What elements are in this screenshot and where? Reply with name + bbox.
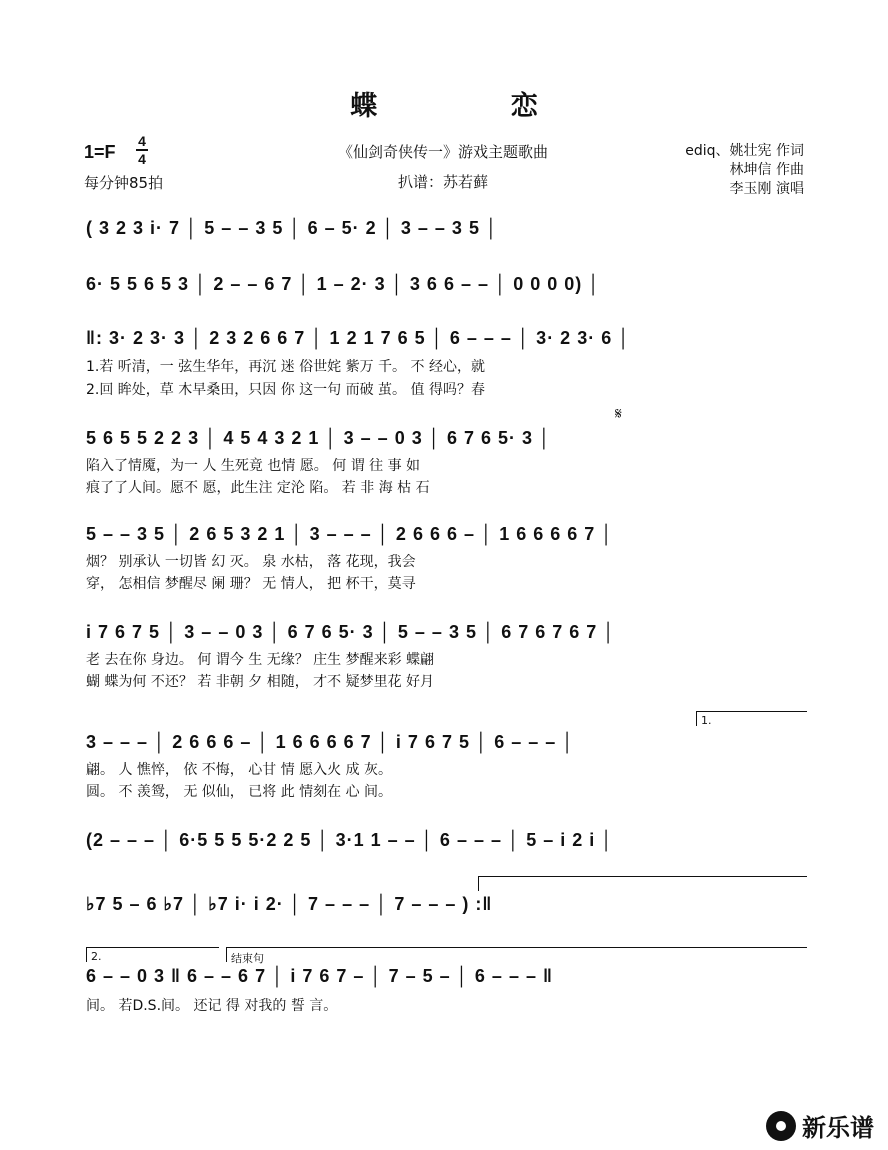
- singer-credit: 李玉刚 演唱: [729, 181, 804, 197]
- notes-line: i 7 6 7 5 │ 3 – – 0 3 │ 6 7 6 5· 3 │ 5 – – 3 5 │ 6 7 6 7 6 7 │: [86, 622, 616, 642]
- notes-line: 3 – – – │ 2 6 6 6 – │ 1 6 6 6 6 7 │ i 7 6 7 5 │ 6 – – – │: [86, 732, 575, 752]
- composer-credit: 林坤信 作曲: [729, 162, 804, 178]
- lyric-verse-1: 陷入了情魇，为一 人 生死竟 也情 愿。 何 谓 往 事 如: [86, 458, 421, 474]
- first-ending-label: 1.: [701, 714, 712, 727]
- notes-line: 5 – – 3 5 │ 2 6 5 3 2 1 │ 3 – – – │ 2 6 6 6 – │ 1 6 6 6 6 7 │: [86, 524, 614, 544]
- lyric-verse-1: 间。 若D.S.间。 还记 得 对我的 誓 言。: [86, 998, 338, 1014]
- notes-line: ( 3 2 3 i· 7 │ 5 – – 3 5 │ 6 – 5· 2 │ 3 – – 3 5 │: [86, 218, 499, 238]
- lyric-verse-2: 蝴 蝶为何 不还？ 若 非朝 夕 相随， 才不 疑梦里花 好月: [86, 674, 435, 690]
- key-signature: 1=F: [84, 142, 116, 162]
- second-ending-label: 2.: [91, 950, 102, 963]
- segno-sign: 𝄋: [615, 404, 622, 423]
- lyric-verse-2: 2.回 眸处，草 木早桑田，只因 你 这一句 而破 茧。 值 得吗？春: [86, 382, 485, 398]
- site-logo[interactable]: [766, 1108, 874, 1143]
- lyric-verse-1: 翩。 人 憔悴， 依 不悔， 心甘 情 愿入火 成 灰。: [86, 762, 393, 778]
- subtitle: 《仙剑奇侠传一》游戏主题歌曲: [338, 143, 549, 161]
- lyric-verse-2: 穿， 怎相信 梦醒尽 阑 珊？ 无 情人， 把 杯干，莫寻: [86, 576, 416, 592]
- lyric-verse-2: 痕了了人间。愿不 愿，此生注 定沦 陷。 若 非 海 枯 石: [86, 480, 430, 496]
- site-logo-text: 新乐谱: [802, 1114, 874, 1142]
- first-ending-bracket: [696, 711, 807, 726]
- notes-line: 6 – – 0 3 ‖ 6 – – 6 7 │ i 7 6 7 – │ 7 – 5 – │ 6 – – – ‖: [86, 966, 553, 986]
- time-signature-bottom: 4: [138, 151, 146, 167]
- time-signature-top: 4: [138, 133, 146, 149]
- repeat-ending-bracket: [478, 876, 807, 891]
- coda-ending-label: 结束句: [231, 952, 264, 965]
- arranger: 扒谱：苏若藓: [398, 173, 489, 191]
- lyric-verse-1: 烟？ 别承认 一切皆 幻 灭。 泉 水枯， 落 花现，我会: [86, 554, 416, 570]
- coda-ending-bracket: [226, 947, 807, 965]
- notes-line: ♭7 5 – 6 ♭7 │ ♭7 i· i 2· │ 7 – – – │ 7 – – – ) :‖: [86, 894, 493, 914]
- notes-line: 5 6 5 5 2 2 3 │ 4 5 4 3 2 1 │ 3 – – 0 3 │ 6 7 6 5· 3 │: [86, 428, 552, 448]
- lyric-verse-2: 圆。 不 羡鸳， 无 似仙， 已将 此 情刻在 心 间。: [86, 784, 393, 800]
- second-ending-bracket: [86, 947, 219, 962]
- tempo-marking: 每分钟85拍: [84, 174, 164, 192]
- lyricist-credit: ediq、姚壮宪 作词: [685, 143, 804, 159]
- time-signature: [136, 134, 148, 166]
- lyric-verse-1: 1.若 听清，一 弦生华年，再沉 迷 俗世姹 紫万 千。 不 经心，就: [86, 359, 485, 375]
- page-title: 蝶 恋: [350, 91, 600, 122]
- lyric-verse-1: 老 去在你 身边。 何 谓今 生 无缘？ 庄生 梦醒来彩 蝶翩: [86, 652, 435, 668]
- notes-line: ‖: 3· 2 3· 3 │ 2 3 2 6 6 7 │ 1 2 1 7 6 5 │ 6 – – – │ 3· 2 3· 6 │: [86, 328, 631, 348]
- record-disc-icon: [766, 1111, 796, 1141]
- notes-line: (2 – – – │ 6·5 5 5 5·2 2 5 │ 3·1 1 – – │ 6 – – – │ 5 – i 2 i │: [86, 830, 614, 850]
- notes-line: 6· 5 5 6 5 3 │ 2 – – 6 7 │ 1 – 2· 3 │ 3 6 6 – – │ 0 0 0 0) │: [86, 274, 601, 294]
